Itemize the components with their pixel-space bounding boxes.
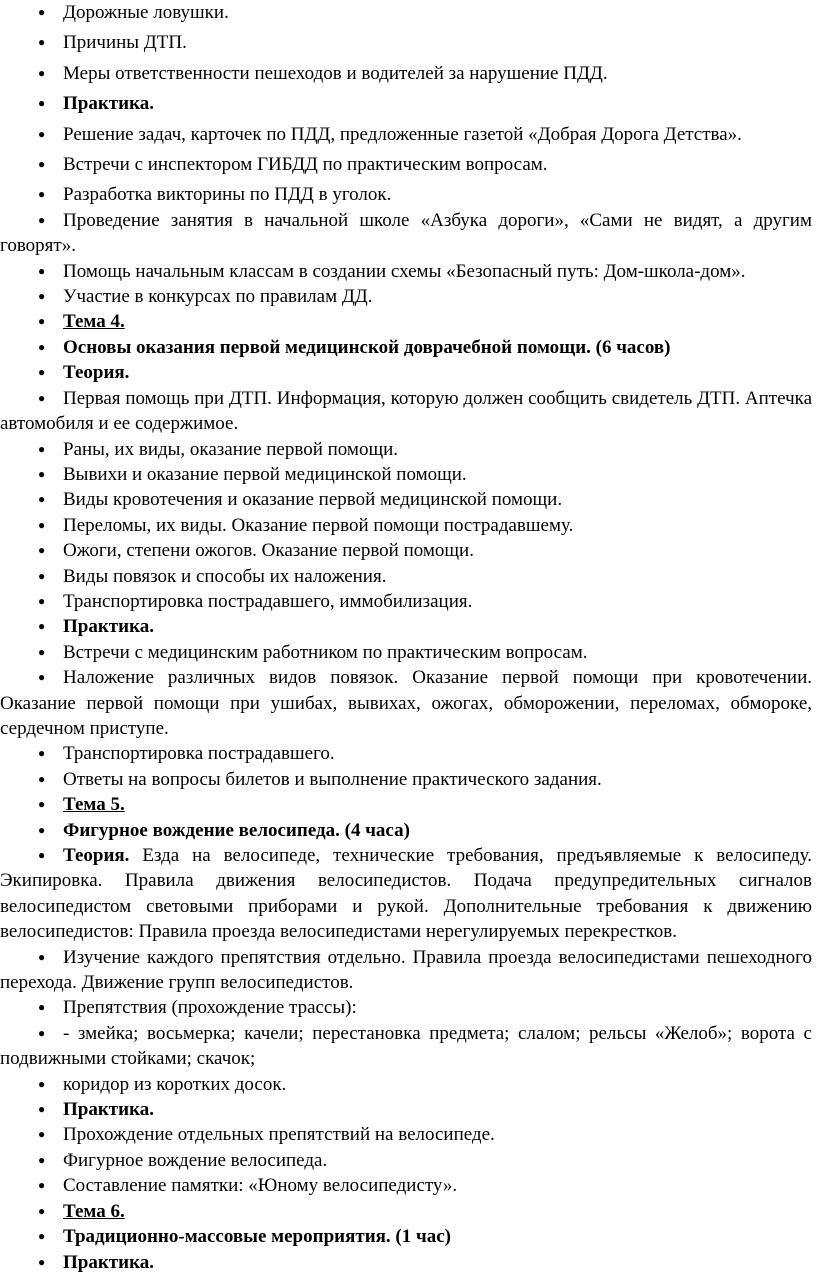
bullet-icon: ● — [38, 1025, 46, 1040]
list-item — [0, 360, 816, 385]
bullet-icon: ● — [38, 65, 46, 80]
item-text: Виды кровотечения и оказание первой медицинской помощи. — [63, 489, 563, 511]
list-item — [0, 1122, 816, 1147]
item-text: Переломы, их виды. Оказание первой помощи пострадавшему. — [63, 514, 574, 536]
bullet-icon: ● — [38, 365, 46, 380]
bullet-icon: ● — [38, 157, 46, 172]
item-lead: Теория. — [63, 845, 130, 866]
list-item — [0, 538, 816, 563]
bullet-icon: ● — [38, 619, 46, 634]
item-text: Разработка викторины по ПДД в уголок. — [63, 184, 392, 206]
item-heading: Фигурное вождение велосипеда. (4 часа) — [63, 819, 410, 841]
list-item — [0, 564, 816, 589]
list-item — [0, 995, 816, 1020]
list-item — [0, 589, 816, 614]
item-text: Помощь начальным классам в создании схемы «Безопасный путь: Дом-школа-дом». — [63, 260, 746, 282]
list-item — [0, 767, 816, 792]
list-item — [0, 1072, 816, 1097]
item-text: Составление памятки: «Юному велосипедисту». — [63, 1175, 458, 1197]
item-text: Виды повязок и способы их наложения. — [63, 565, 387, 587]
bullet-icon: ● — [38, 1229, 46, 1244]
item-heading: Тема 6. — [63, 1200, 125, 1222]
item-text: Причины ДТП. — [63, 32, 187, 54]
list-item — [0, 91, 816, 116]
list-item — [0, 1021, 816, 1072]
item-heading: Основы оказания первой медицинской доврачебной помощи. (6 часов) — [63, 336, 671, 358]
item-text: Транспортировка пострадавшего. — [63, 743, 335, 765]
list-item — [0, 1199, 816, 1224]
item-text: Вывихи и оказание первой медицинской помощи. — [63, 463, 467, 485]
bullet-icon: ● — [38, 848, 46, 862]
bullet-icon: ● — [38, 289, 46, 304]
bullet-icon: ● — [38, 1127, 46, 1142]
list-item — [0, 1097, 816, 1122]
bullet-icon: ● — [38, 593, 46, 608]
list-item — [0, 1250, 816, 1275]
list-item — [0, 665, 816, 741]
bullet-icon: ● — [38, 212, 46, 227]
bullet-icon: ● — [38, 771, 46, 786]
item-heading: Теория. — [63, 362, 130, 384]
list-item — [0, 614, 816, 639]
bullet-icon: ● — [38, 568, 46, 583]
item-text: Фигурное вождение велосипеда. — [63, 1149, 328, 1171]
list-item — [0, 259, 816, 284]
item-heading: Практика. — [63, 93, 154, 115]
list-item — [0, 462, 816, 487]
item-text: Дорожные ловушки. — [63, 2, 229, 23]
bullet-icon: ● — [38, 1254, 46, 1269]
bullet-icon: ● — [38, 126, 46, 141]
item-text: коридор из коротких досок. — [63, 1073, 287, 1095]
bullet-icon: ● — [38, 35, 46, 50]
item-text: Препятствия (прохождение трассы): — [63, 997, 357, 1019]
item-text: Наложение различных видов повязок. Оказание первой помощи при кровотечении. Оказание первой помощи при ушибах, вывихах, ожогах, обморожении, переломах, обмороке, сердечном приступе. — [0, 667, 812, 739]
item-text: Изучение каждого препятствия отдельно. Правила проезда велосипедистами пешеходного перехода. Движение групп велосипедистов. — [0, 946, 812, 994]
bullet-icon: ● — [38, 339, 46, 354]
bullet-icon: ● — [38, 822, 46, 837]
item-text: Ответы на вопросы билетов и выполнение практического задания. — [63, 768, 602, 790]
item-text: Проведение занятия в начальной школе «Азбука дороги», «Сами не видят, а другим говорят». — [0, 209, 812, 257]
bullet-icon: ● — [38, 517, 46, 532]
list-item — [0, 513, 816, 538]
item-text: Транспортировка пострадавшего, иммобилизация. — [63, 590, 473, 612]
bullet-icon: ● — [38, 1102, 46, 1117]
bullet-icon: ● — [38, 1203, 46, 1218]
list-item — [0, 61, 816, 86]
item-heading: Традиционно-массовые мероприятия. (1 час) — [63, 1226, 451, 1248]
list-item — [0, 792, 816, 817]
list-item — [0, 30, 816, 55]
item-text: Участие в конкурсах по правилам ДД. — [63, 286, 373, 308]
list-item — [0, 208, 816, 259]
item-text: Меры ответственности пешеходов и водителей за нарушение ПДД. — [63, 62, 608, 84]
bullet-icon: ● — [38, 543, 46, 558]
item-heading: Практика. — [63, 616, 154, 638]
list-item — [0, 122, 816, 147]
list-item — [0, 0, 816, 25]
bullet-icon: ● — [38, 949, 46, 964]
bullet-icon: ● — [38, 441, 46, 456]
item-text: Первая помощь при ДТП. Информация, которую должен сообщить свидетель ДТП. Аптечка автомобиля и ее содержимое. — [0, 387, 812, 435]
bullet-icon: ● — [38, 746, 46, 761]
list-item — [0, 487, 816, 512]
item-heading: Практика. — [63, 1251, 154, 1273]
list-item — [0, 640, 816, 665]
bullet-icon: ● — [38, 492, 46, 507]
list-item — [0, 1173, 816, 1198]
list-item — [0, 1224, 816, 1249]
list-item — [0, 1148, 816, 1173]
bullet-icon: ● — [38, 466, 46, 481]
list-item — [0, 843, 816, 945]
item-heading: Практика. — [63, 1099, 154, 1121]
list-item — [0, 284, 816, 309]
bullet-icon: ● — [38, 644, 46, 659]
item-text: Раны, их виды, оказание первой помощи. — [63, 438, 398, 460]
list-item — [0, 182, 816, 207]
item-text: Встречи с медицинским работником по практическим вопросам. — [63, 641, 588, 663]
bullet-icon: ● — [38, 5, 46, 19]
list-item — [0, 386, 816, 437]
item-heading: Тема 4. — [63, 311, 125, 333]
bullet-icon: ● — [38, 263, 46, 278]
bullet-icon: ● — [38, 187, 46, 202]
item-text: Прохождение отдельных препятствий на велосипеде. — [63, 1124, 495, 1146]
bullet-icon: ● — [38, 670, 46, 685]
bullet-icon: ● — [38, 1076, 46, 1091]
bullet-icon: ● — [38, 1152, 46, 1167]
item-text: - змейка; восьмерка; качели; перестановка предмета; слалом; рельсы «Желоб»; ворота с подвижными стойками; скачок; — [0, 1022, 812, 1070]
item-text: Решение задач, карточек по ПДД, предложенные газетой «Добрая Дорога Детства». — [63, 123, 742, 145]
bullet-icon: ● — [38, 1178, 46, 1193]
list-item — [0, 741, 816, 766]
item-heading: Тема 5. — [63, 794, 125, 816]
list-item — [0, 945, 816, 996]
bullet-icon: ● — [38, 797, 46, 812]
list-item — [0, 818, 816, 843]
bullet-icon: ● — [38, 314, 46, 329]
item-text: Езда на велосипеде, технические требования, предъявляемые к велосипеду. Экипировка. Правила движения велосипедистов. Подача предупредительных сигналов велосипедистом световыми приборами и рукой. Дополнительные требования к движению велосипедистов: Правила проезда велосипедистами нерегулируемых перекрестков. — [0, 845, 812, 943]
list-item — [0, 437, 816, 462]
bullet-icon: ● — [38, 96, 46, 111]
list-item — [0, 152, 816, 177]
item-text: Встречи с инспектором ГИБДД по практическим вопросам. — [63, 154, 548, 176]
list-item — [0, 309, 816, 334]
bullet-icon: ● — [38, 1000, 46, 1015]
list-item — [0, 335, 816, 360]
item-text: Ожоги, степени ожогов. Оказание первой помощи. — [63, 540, 474, 562]
bullet-icon: ● — [38, 390, 46, 405]
